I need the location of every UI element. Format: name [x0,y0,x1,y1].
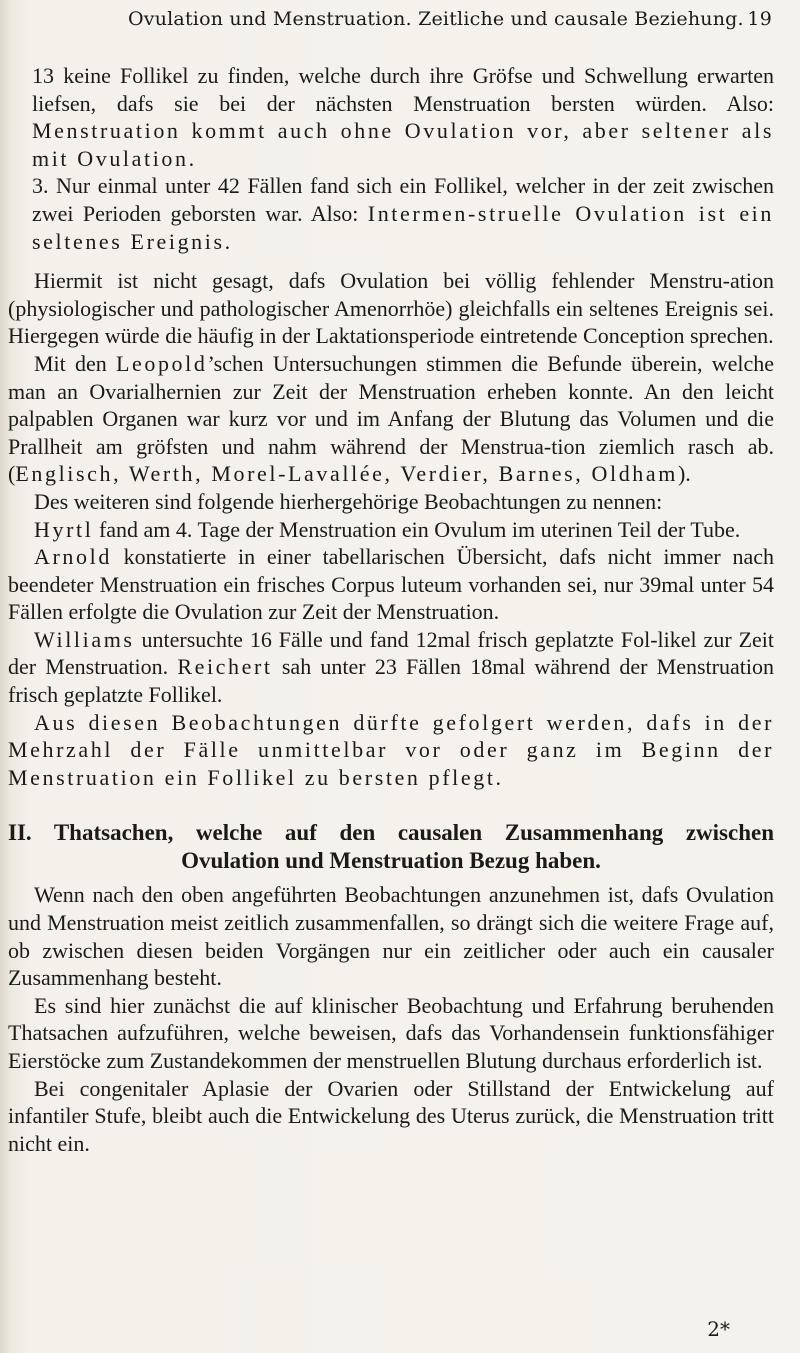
author-name: Reichert [177,654,273,680]
conclusion-text: Menstruation kommt auch ohne Ovulation vor, aber seltener als mit Ovulation. [32,118,774,171]
author-name: Williams [34,626,135,652]
paragraph: Es sind hier zunächst die auf klinischer Beobachtung und Erfahrung beruhenden Thatsachen aufzuführen, welche beweisen, dafs das Vorhandensein funktionsfähiger Eierstöcke zum Zustandekommen der menstruellen Blutung durchaus erforderlich ist. [8,992,774,1073]
paragraph: Mit den Leopold’schen Untersuchungen stimmen die Befunde überein, welche man an Ovarialhernien zur Zeit der Menstruation erheben konnte. An den leicht palpablen Organen war kurz vor und im Anfang der Blutung das Volumen und die Prallheit am gröfsten und nahm während der Menstrua-tion ziemlich rasch ab. (Englisch, Werth, Morel-Lavallée, Verdier, Barnes, Oldham). [8,350,774,487]
author-name: Leopold [115,350,208,376]
running-title: Ovulation und Menstruation. Zeitliche und causale Beziehung. [128,8,744,30]
paragraph: Des weiteren sind folgende hierhergehörige Beobachtungen zu nennen: [34,488,663,514]
conclusion-text: Intermen-struelle Ovulation ist ein seltenes Ereignis. [32,200,774,254]
paragraph: Wenn nach den oben angeführten Beobachtungen anzunehmen ist, dafs Ovulation und Menstruation meist zeitlich zusammenfallen, so drängt sich die weitere Frage auf, ob zwischen diesen beiden Vorgängen nur ein zeitlicher oder auch ein causaler Zusammenhang besteht. [8,882,774,991]
signature-mark: 2* [707,1317,730,1341]
page-body [8,62,774,1157]
paragraph: Hyrtl fand am 4. Tage der Menstruation ein Ovulum im uterinen Teil der Tube. [34,516,741,542]
author-name: Arnold [34,544,112,570]
author-name: Hyrtl [34,516,94,542]
list-item-13: 13 keine Follikel zu finden, welche durch ihre Gröfse und Schwellung erwarten liefsen, dafs sie bei der nächsten Menstruation bersten würden. Also: Menstruation kommt auch ohne Ovulation vor, aber seltener als mit Ovulation. [32,63,774,171]
author-list: Englisch, Werth, Morel-Lavallée, Verdier, Barnes, Oldham [15,461,678,487]
list-item-3: 3. Nur einmal unter 42 Fällen fand sich ein Follikel, welcher in der zeit zwischen zwei Perioden geborsten war. Also: Intermen-struelle Ovulation ist ein seltenes Ereignis. [32,173,774,254]
section-heading: II. Thatsachen, welche auf den causalen Zusammenhang zwischen Ovulation und Menstruation Bezug haben. [8,820,774,874]
paragraph: Williams untersuchte 16 Fälle und fand 12mal frisch geplatzte Fol-likel zur Zeit der Menstruation. Reichert sah unter 23 Fällen 18mal während der Menstruation frisch geplatzte Follikel. [8,626,774,708]
conclusion-paragraph: Aus diesen Beobachtungen dürfte gefolgert werden, dafs in der Mehrzahl der Fälle unmittelbar vor oder ganz im Beginn der Menstruation ein Follikel zu bersten pflegt. [8,709,774,790]
paragraph: Arnold konstatierte in einer tabellarischen Übersicht, dafs nicht immer nach beendeter Menstruation ein frisches Corpus luteum vorhanden sei, nur 39mal unter 54 Fällen erfolgte die Ovulation zur Zeit der Menstruation. [8,544,774,625]
page-header [128,8,772,30]
paragraph: Hiermit ist nicht gesagt, dafs Ovulation bei völlig fehlender Menstru-ation (physiologischer und pathologischer Amenorrhöe) gleichfalls ein seltenes Ereignis sei. Hiergegen würde die häufig in der Laktationsperiode eintretende Conception sprechen. [8,268,774,349]
page-number: 19 [747,8,772,30]
paragraph: Bei congenitaler Aplasie der Ovarien oder Stillstand der Entwickelung auf infantiler Stufe, bleibt auch die Entwickelung des Uterus zurück, die Menstruation tritt nicht ein. [8,1075,774,1156]
